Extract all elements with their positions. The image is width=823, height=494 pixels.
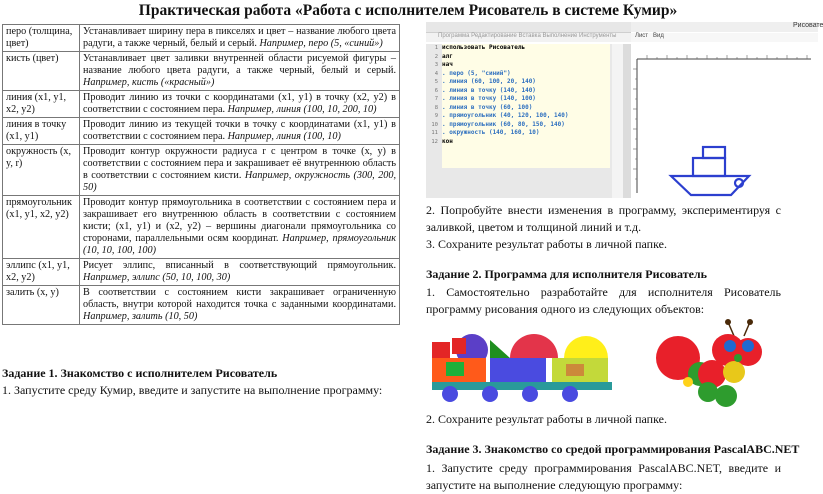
line-number: 7	[434, 96, 438, 102]
table-row	[3, 118, 400, 145]
task3-heading: Задание 3. Знакомство со средой программирования PascalABC.NET	[426, 442, 800, 456]
line-number-gutter	[426, 44, 440, 198]
drawing-window-title-text: Рисовате	[793, 22, 823, 29]
description-cell	[80, 91, 400, 118]
description-text: Проводит линию из текущей точки в точку с координатами (x1, y1) в соответствии с состоянием пера.	[83, 119, 396, 142]
code-line[interactable]: . перо (5, "синий")	[442, 69, 511, 77]
command-cell: прямоугольник (x1, y1, x2, y2)	[3, 196, 80, 259]
caterpillar-picture	[650, 316, 778, 410]
description-cell	[80, 25, 400, 52]
line-number: 3	[434, 62, 438, 68]
description-text: Рисует эллипс, вписанный в соответствующий прямоугольник.	[83, 260, 396, 271]
code-line[interactable]: . линия в точку (140, 140)	[442, 86, 536, 94]
kumir-menu-bar: Программа Редактирование Вставка Выполнение Инструменты	[426, 33, 631, 42]
command-cell: эллипс (x1, y1, x2, y2)	[3, 259, 80, 286]
command-cell: линия в точку (x1, y1)	[3, 118, 80, 145]
code-line[interactable]: кон	[442, 137, 453, 145]
kumir-screenshot	[426, 22, 823, 198]
code-line[interactable]: . линия в точку (140, 100)	[442, 95, 536, 102]
page-title: Практическая работа «Работа с исполнителем Рисователь в системе Кумир»	[138, 2, 678, 19]
command-cell: линия (x1, y1, x2, y2)	[3, 91, 80, 118]
line-number: 9	[434, 113, 438, 119]
task1-step2: 2. Попробуйте внести изменения в программу, экспериментируя с заливкой, цветом и толщиной линий и т.д.	[426, 203, 781, 234]
drawing-canvas	[631, 43, 818, 198]
description-text: Проводит контур прямоугольника в соответствии с состоянием пера и закрашивает его внутреннюю область в соответствии с состоянием кисти; (x1, y1) и (x2, y2) – вершины диагонали прямоугольника со сторонами, параллельными осям координат.	[83, 197, 396, 244]
code-line[interactable]: . линия (60, 100, 20, 140)	[442, 78, 536, 85]
table-row	[3, 91, 400, 118]
menu-list: Лист	[635, 33, 649, 39]
table-row	[3, 196, 400, 259]
description-cell	[80, 196, 400, 259]
kumir-editor	[426, 44, 631, 198]
table-row	[3, 145, 400, 196]
code-line[interactable]: алг	[442, 52, 453, 60]
task1-heading: Задание 1. Знакомство с исполнителем Рисователь	[2, 366, 278, 380]
command-cell: кисть (цвет)	[3, 52, 80, 91]
example-text: Например, прямоугольник (10, 10, 100, 100)	[83, 233, 397, 256]
example-text: Например, перо (5, «синий»)	[259, 38, 383, 49]
table-row	[3, 52, 400, 91]
editor-scrollbar	[623, 44, 631, 198]
description-text: Устанавливает цвет заливки внутренней области рисуемой фигуры – название любого цвета радуги, а также черный, белый и серый.	[83, 53, 396, 76]
line-number: 4	[434, 70, 438, 77]
code-area	[442, 44, 610, 168]
task2-step2: 2. Сохраните результат работы в личной папке.	[426, 412, 667, 426]
task1-step3: 3. Сохраните результат работы в личной папке.	[426, 237, 667, 251]
table-row	[3, 286, 400, 325]
example-text: Например, кисть («красный»)	[83, 77, 215, 88]
train-picture	[430, 318, 618, 406]
description-text: Проводит контур окружности радиуса r с центром в точке (x, y) в соответствии с состоянием пера и закрашивает её внутреннюю область в соответствии с состоянием кисти.	[83, 146, 396, 181]
description-cell	[80, 286, 400, 325]
description-text: Устанавливает ширину пера в пикселях и цвет – название любого цвета радуги, а также черный, белый и серый.	[83, 26, 396, 49]
description-cell	[80, 145, 400, 196]
table-row	[3, 259, 400, 286]
code-line[interactable]: нач	[442, 61, 453, 68]
command-cell: перо (толщина, цвет)	[3, 25, 80, 52]
drawing-window-title	[631, 22, 823, 32]
line-number: 6	[434, 87, 438, 94]
line-number: 1	[434, 45, 438, 51]
code-line[interactable]: . линия в точку (60, 100)	[442, 103, 533, 111]
example-text: Например, эллипс (50, 10, 100, 30)	[83, 272, 231, 283]
example-text: Например, линия (100, 10)	[227, 131, 341, 142]
task2-step1: 1. Самостоятельно разработайте для исполнителя Рисователь программу рисования одного из следующих объектов:	[426, 285, 781, 316]
task2-heading: Задание 2. Программа для исполнителя Рисователь	[426, 267, 707, 281]
line-number: 10	[431, 121, 438, 128]
line-number: 11	[431, 130, 438, 136]
drawing-window	[631, 22, 823, 198]
code-line[interactable]: использовать Рисователь	[442, 44, 526, 51]
description-cell	[80, 259, 400, 286]
description-text: Проводит линию из точки с координатами (x1, y1) в точку (x2, y2) в соответствии с состоянием пера.	[83, 92, 396, 115]
menu-view: Вид	[653, 33, 664, 39]
example-text: Например, залить (10, 50)	[83, 311, 198, 322]
code-line[interactable]: . окружность (140, 160, 10)	[442, 129, 540, 136]
line-number: 12	[431, 138, 438, 145]
table-row	[3, 25, 400, 52]
command-cell: залить (x, y)	[3, 286, 80, 325]
line-number: 5	[434, 79, 438, 85]
line-number: 8	[434, 104, 438, 111]
code-line[interactable]: . прямоугольник (40, 120, 100, 140)	[442, 112, 569, 119]
description-cell	[80, 52, 400, 91]
example-text: Например, линия (100, 10, 200, 10)	[227, 104, 377, 115]
description-text: В соответствии с состоянием кисти закрашивает ограниченную область, внутри которой находится точка с заданными координатами.	[83, 287, 396, 310]
command-cell: окружность (x, y, r)	[3, 145, 80, 196]
task1-step1: 1. Запустите среду Кумир, введите и запустите на выполнение программу:	[2, 383, 383, 397]
task3-step1: 1. Запустите среду программирования PascalABC.NET, введите и запустите на выполнение следующую программу:	[426, 461, 781, 492]
description-cell	[80, 118, 400, 145]
kumir-window-title	[426, 22, 631, 33]
drawing-window-menu	[631, 33, 818, 42]
code-line[interactable]: . прямоугольник (60, 80, 150, 140)	[442, 120, 565, 128]
line-number: 2	[434, 53, 438, 60]
commands-table	[2, 24, 400, 325]
example-text: Например, окружность (300, 200, 50)	[83, 170, 397, 193]
